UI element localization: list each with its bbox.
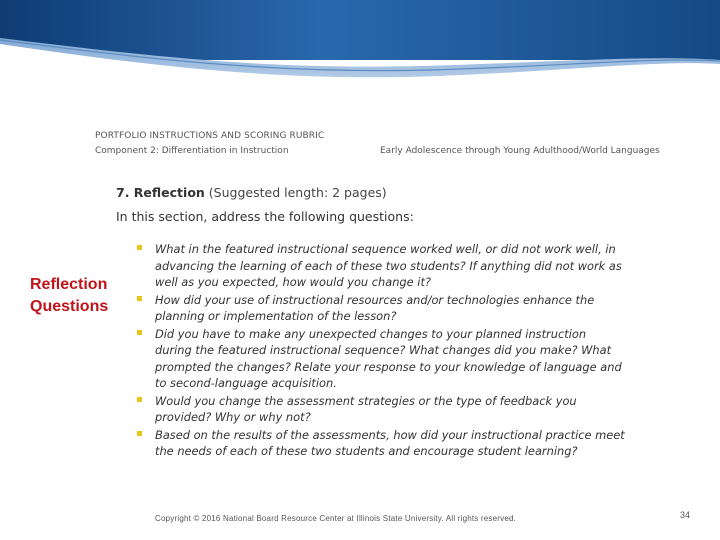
document-header-title: PORTFOLIO INSTRUCTIONS AND SCORING RUBRIC: [95, 131, 325, 141]
header-wave-band: [0, 0, 720, 110]
question-text: What in the featured instructional sequence worked well, or did not work well, in advancing the learning of each of these two students? If anything did not work as well as you expected, how would you change it?: [155, 242, 622, 289]
square-bullet-icon: [137, 431, 142, 436]
square-bullet-icon: [137, 245, 142, 250]
question-item: [135, 241, 625, 291]
square-bullet-icon: [137, 397, 142, 402]
question-item: [135, 393, 625, 426]
copyright-footer: Copyright © 2016 National Board Resource Center at Illinois State University. All rights reserved.: [155, 514, 517, 523]
side-label-line2: Questions: [30, 298, 109, 315]
square-bullet-icon: [137, 296, 142, 301]
question-text: Would you change the assessment strategies or the type of feedback you provided? Why or why not?: [155, 393, 577, 424]
square-bullet-icon: [137, 330, 142, 335]
question-text: Based on the results of the assessments, how did your instructional practice meet the needs of each of these two students and encourage student learning?: [155, 427, 625, 458]
section-title: 7. Reflection: [116, 185, 205, 200]
question-item: [135, 292, 625, 325]
reflection-questions-label: [30, 274, 130, 318]
side-label-line1: Reflection: [30, 276, 108, 293]
section-heading: [116, 185, 387, 200]
question-list: [135, 241, 625, 461]
question-item: [135, 427, 625, 460]
section-intro: In this section, address the following questions:: [116, 209, 414, 224]
section-suggested-length: (Suggested length: 2 pages): [208, 185, 387, 200]
document-header-certificate: Early Adolescence through Young Adulthood/World Languages: [380, 146, 660, 156]
question-text: Did you have to make any unexpected changes to your planned instruction during the featured instructional sequence? What changes did you make? What prompted the changes? Relate your response to your knowledge of language and to second-language acquisition.: [155, 326, 622, 390]
document-header-component: Component 2: Differentiation in Instruction: [95, 146, 289, 156]
question-text: How did your use of instructional resources and/or technologies enhance the planning or implementation of the lesson?: [155, 292, 595, 323]
question-item: [135, 326, 625, 392]
page-number: 34: [680, 510, 691, 520]
